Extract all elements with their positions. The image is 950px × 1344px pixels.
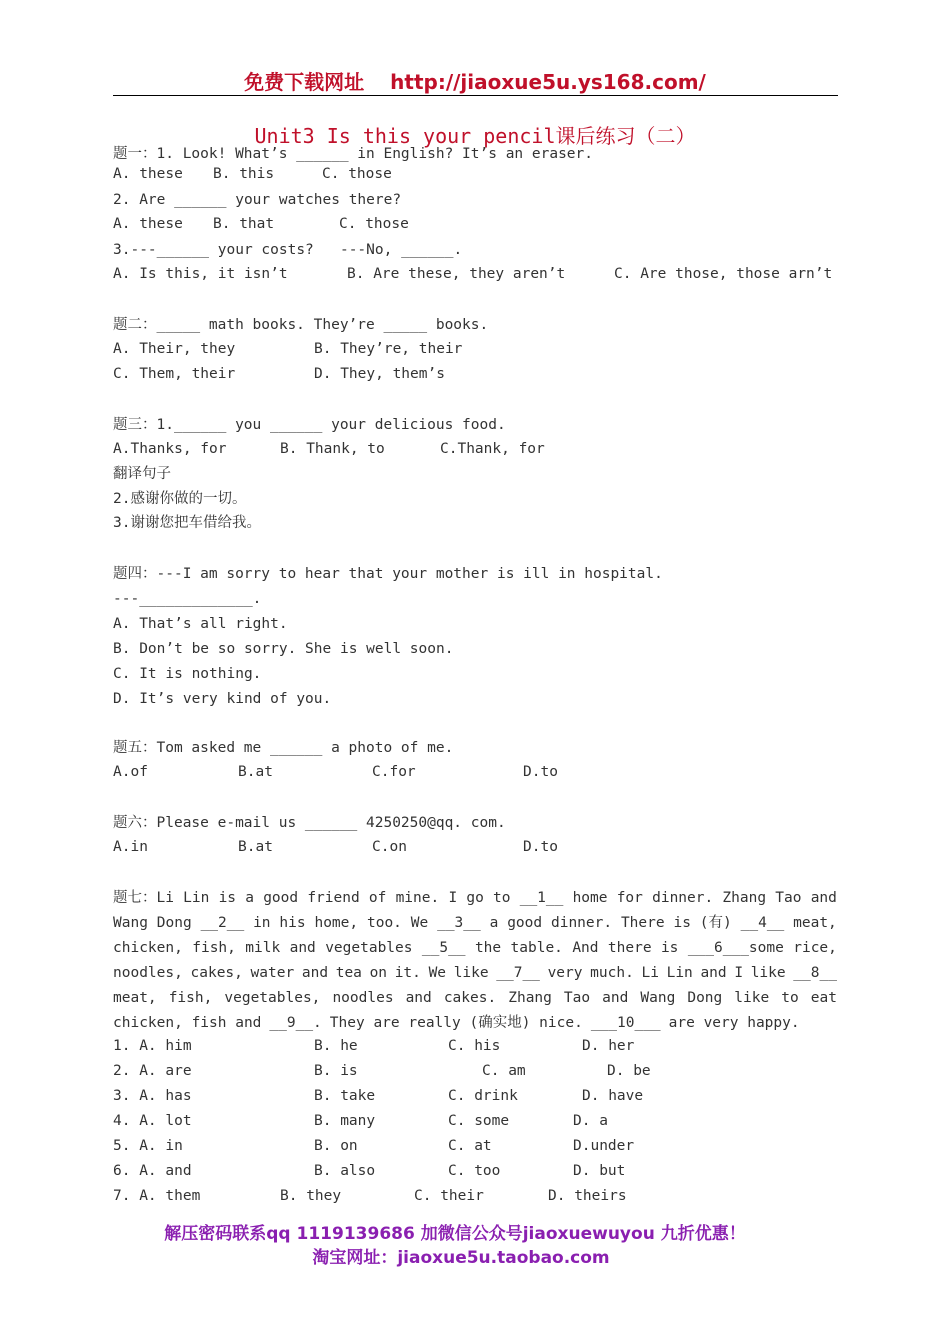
q7-choice: 6. A. and [113, 1163, 192, 1179]
q2-option: C. Them, their [113, 366, 236, 382]
q5-option: B.at [238, 764, 273, 780]
q7-choice: D. her [582, 1038, 635, 1054]
passage-word: is [660, 940, 679, 956]
passage-blank: __7__ [496, 965, 540, 981]
q7-choice: B. many [314, 1113, 376, 1129]
passage-word: meat, [113, 990, 157, 1006]
q1-option: C. those [322, 166, 392, 182]
q3-option: A.Thanks, for [113, 441, 227, 457]
q2-option: D. They, them’s [314, 366, 445, 382]
q6-option: C.on [372, 839, 407, 855]
header-divider [113, 95, 838, 96]
passage-word: noodles, [113, 965, 183, 981]
header-site-label: 免费下载网址 [244, 70, 365, 94]
q7-choice: 4. A. lot [113, 1113, 192, 1129]
q7-choice: 1. A. him [113, 1038, 192, 1054]
passage-word: I [448, 890, 458, 906]
q5-option: D.to [523, 764, 558, 780]
passage-word: cakes, [190, 965, 243, 981]
passage-word: dinner. [550, 915, 613, 931]
passage-word: Wang [640, 990, 676, 1006]
passage-word: vegetables, [224, 990, 321, 1006]
passage-word: Lin [183, 890, 210, 906]
passage-word: (有) [699, 915, 732, 931]
passage-word: rice, [793, 940, 837, 956]
q7-choice: C. their [414, 1188, 484, 1204]
q4-option: A. That’s all right. [113, 616, 288, 632]
q2-option: A. Their, they [113, 341, 236, 357]
passage-word: 题七：Li [113, 890, 174, 906]
passage-word: fish, [168, 990, 213, 1006]
q7-choice: B. is [314, 1063, 358, 1079]
passage-word: home, [314, 915, 359, 931]
q7-choice: C. too [448, 1163, 501, 1179]
q2-line-1: 题二：_____ math books. They’re _____ books. [113, 317, 489, 333]
q1-option: A. Is this, it isn’t [113, 266, 288, 282]
passage-word: and [301, 965, 329, 981]
passage-blank: __2__ [200, 915, 245, 931]
q3-option: B. Thank, to [280, 441, 385, 457]
passage-word: like [453, 965, 489, 981]
q6-option: B.at [238, 839, 273, 855]
q7-choice: 5. A. in [113, 1138, 183, 1154]
passage-word: Tao [775, 890, 802, 906]
passage-word: and [405, 990, 432, 1006]
q3-line-3: 2.感谢你做的一切。 [113, 491, 247, 507]
footer-shop-link[interactable]: 淘宝网址：jiaoxue5u.taobao.com [312, 1248, 610, 1268]
passage-word: and [810, 890, 837, 906]
passage-blank: ___10___ [590, 1015, 661, 1031]
passage-word: friend [307, 890, 360, 906]
q7-choice: B. also [314, 1163, 376, 1179]
passage-word: Zhang [508, 990, 552, 1006]
passage-word: fish, [192, 940, 236, 956]
q3-option: C.Thank, for [440, 441, 545, 457]
q3-line-2: 翻译句子 [113, 466, 171, 482]
passage-word: to [493, 890, 511, 906]
passage-line [113, 964, 837, 989]
passage-blank: __1__ [519, 890, 564, 906]
passage-blank: __8__ [793, 965, 837, 981]
q7-choice: D. have [582, 1088, 644, 1104]
passage-word: meat, [793, 915, 837, 931]
passage-word: There [620, 915, 665, 931]
passage-word: They are really (确实地) nice. [329, 1015, 583, 1031]
q7-choice: D.under [573, 1138, 635, 1154]
passage-word: vegetables [325, 940, 413, 956]
passage-blank: ___6___some [687, 940, 784, 956]
passage-word: his [279, 915, 306, 931]
passage-line [113, 1014, 837, 1039]
passage-word: it. [394, 965, 421, 981]
passage-word: are very happy. [668, 1015, 800, 1031]
q7-choice: B. take [314, 1088, 376, 1104]
passage-word: very [547, 965, 583, 981]
q7-choice: C. at [448, 1138, 492, 1154]
passage-word: Dong [156, 915, 192, 931]
q7-passage [113, 889, 837, 1039]
q7-choice: B. they [280, 1188, 342, 1204]
passage-blank: __9__. [269, 1015, 322, 1031]
q7-choice: B. on [314, 1138, 358, 1154]
q1-option: B. this [213, 166, 275, 182]
passage-word: in [253, 915, 271, 931]
passage-word: chicken, fish and [113, 1015, 262, 1031]
passage-word: good [507, 915, 543, 931]
q7-choice: 3. A. has [113, 1088, 192, 1104]
passage-word: and [289, 940, 316, 956]
passage-word: is [218, 890, 237, 906]
passage-word: much. [590, 965, 634, 981]
passage-word: cakes. [443, 990, 497, 1006]
footer-contact: 解压密码联系qq 1119139686 加微信公众号jiaoxuewuyou 九折优惠！ [164, 1224, 746, 1244]
q3-line-4: 3.谢谢您把车借给我。 [113, 515, 261, 531]
q7-choice: D. theirs [548, 1188, 627, 1204]
q7-choice: C. am [482, 1063, 526, 1079]
passage-line [113, 889, 837, 914]
passage-word: Wang [113, 915, 148, 931]
passage-line [113, 914, 837, 939]
q4-line-1: 题四：---I am sorry to hear that your mother is ill in hospital. [113, 566, 663, 582]
passage-blank: __5__ [421, 940, 466, 956]
q6-option: D.to [523, 839, 558, 855]
passage-word: there [607, 940, 652, 956]
q4-option: B. Don’t be so sorry. She is well soon. [113, 641, 454, 657]
page-header [0, 66, 950, 95]
q1-line-2: 2. Are ______ your watches there? [113, 192, 402, 208]
q7-choice: B. he [314, 1038, 358, 1054]
document-title: Unit3 Is this your pencil课后练习（二） [254, 124, 696, 148]
passage-word: I [734, 965, 744, 981]
passage-word: like [750, 965, 786, 981]
q6-option: A.in [113, 839, 148, 855]
q3-line-1: 题三：1.______ you ______ your delicious food. [113, 417, 506, 433]
passage-word: the [474, 940, 502, 956]
header-url-link[interactable]: http://jiaoxue5u.ys168.com/ [390, 70, 706, 94]
q4-option: D. It’s very kind of you. [113, 691, 332, 707]
passage-word: And [572, 940, 599, 956]
passage-word: tea [335, 965, 362, 981]
passage-word: of [368, 890, 387, 906]
q1-option: C. Are those, those arn’t [614, 266, 833, 282]
q1-option: B. Are these, they aren’t [347, 266, 566, 282]
q5-option: A.of [113, 764, 148, 780]
passage-word: is [673, 915, 691, 931]
passage-word: a [489, 915, 499, 931]
passage-word: to [781, 990, 799, 1006]
passage-word: We [410, 915, 429, 931]
passage-word: noodles [332, 990, 394, 1006]
passage-word: home [572, 890, 608, 906]
q1-option: A. these [113, 166, 183, 182]
passage-line [113, 939, 837, 964]
passage-blank: __4__ [740, 915, 785, 931]
q7-choice: D. but [573, 1163, 626, 1179]
passage-word: Lin [666, 965, 693, 981]
passage-word: chicken, [113, 940, 183, 956]
q1-line-1: 题一：1. Look! What’s ______ in English? It’s an eraser. [113, 146, 593, 162]
passage-word: too. [366, 915, 402, 931]
q4-line-2: ---_____________. [113, 591, 262, 607]
passage-word: water [250, 965, 295, 981]
q2-option: B. They’re, their [314, 341, 463, 357]
passage-word: and [602, 990, 629, 1006]
q7-choice: 2. A. are [113, 1063, 192, 1079]
passage-line [113, 989, 837, 1014]
q7-choice: C. his [448, 1038, 501, 1054]
passage-word: milk [245, 940, 281, 956]
q1-option: A. these [113, 216, 183, 232]
passage-word: and [700, 965, 727, 981]
passage-word: for [616, 890, 643, 906]
q5-line-1: 题五：Tom asked me ______ a photo of me. [113, 740, 454, 756]
q7-choice: C. some [448, 1113, 510, 1129]
q4-option: C. It is nothing. [113, 666, 262, 682]
q1-line-3: 3.---______ your costs? ---No, ______. [113, 242, 463, 258]
q7-choice: C. drink [448, 1088, 518, 1104]
q7-choice: D. a [573, 1113, 608, 1129]
passage-word: like [734, 990, 770, 1006]
q7-choice: 7. A. them [113, 1188, 201, 1204]
passage-word: Li [641, 965, 659, 981]
q5-option: C.for [372, 764, 416, 780]
passage-word: on [369, 965, 388, 981]
q1-option: B. that [213, 216, 275, 232]
q6-line-1: 题六：Please e-mail us ______ 4250250@qq. com. [113, 815, 506, 831]
passage-word: eat [810, 990, 837, 1006]
passage-word: We [428, 965, 447, 981]
passage-word: Dong [687, 990, 723, 1006]
passage-word: Tao [563, 990, 591, 1006]
passage-word: good [263, 890, 299, 906]
q7-choice: D. be [607, 1063, 651, 1079]
passage-word: table. [510, 940, 563, 956]
passage-word: Zhang [722, 890, 767, 906]
passage-word: dinner. [652, 890, 714, 906]
passage-word: go [466, 890, 484, 906]
passage-word: mine. [395, 890, 440, 906]
passage-blank: __3__ [437, 915, 481, 931]
q1-option: C. those [339, 216, 409, 232]
passage-word: a [245, 890, 254, 906]
